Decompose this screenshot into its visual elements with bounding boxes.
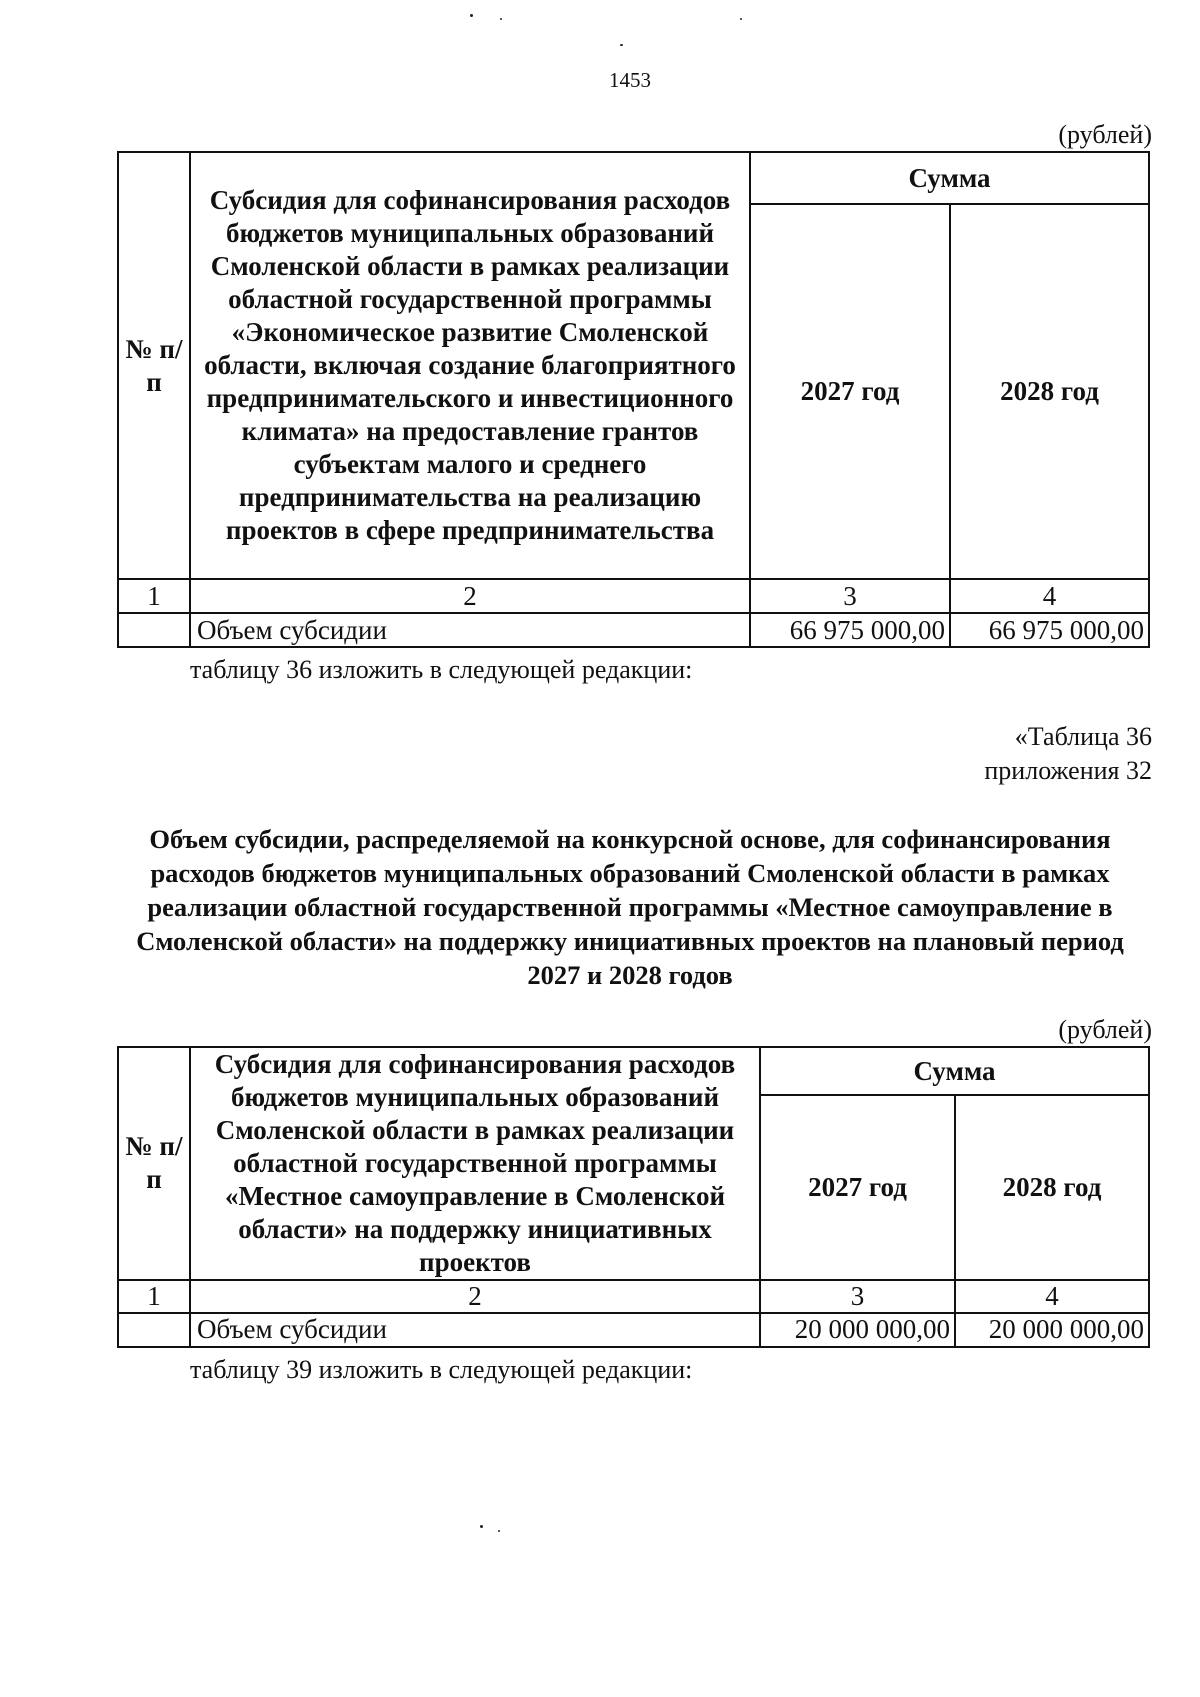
row-empty-num <box>118 1313 190 1347</box>
scan-speck <box>620 44 623 46</box>
table-reference-line2: приложения 32 <box>984 756 1152 785</box>
header-year-2028: 2028 год <box>950 204 1149 579</box>
scan-speck <box>480 1525 483 1528</box>
header-description: Субсидия для софинансирования расходов бюджетов муниципальных образований Смоленской области в рамках реализации областной государственной программы «Местное самоуправление в Смоленской области» на поддержку инициативных проектов <box>190 1047 760 1280</box>
header-sum: Сумма <box>760 1047 1149 1095</box>
header-num: № п/п <box>118 1047 190 1280</box>
col-num-4: 4 <box>955 1280 1149 1313</box>
instruction-table-39: таблицу 39 изложить в следующей редакции: <box>190 1355 693 1384</box>
row-label: Объем субсидии <box>190 613 750 647</box>
col-num-3: 3 <box>760 1280 955 1313</box>
scan-speck <box>498 1530 500 1532</box>
col-num-1: 1 <box>118 1280 190 1313</box>
col-num-3: 3 <box>750 579 950 613</box>
row-label: Объем субсидии <box>190 1313 760 1347</box>
header-description: Субсидия для софинансирования расходов бюджетов муниципальных образований Смоленской области в рамках реализации областной государственной программы «Экономическое развитие Смоленской области, включая создание благоприятного предпринимательского и инвестиционного климата» на предоставление грантов субъектам малого и среднего предпринимательства на реализацию проектов в сфере предпринимательства <box>190 152 750 579</box>
row-value-2027: 20 000 000,00 <box>760 1313 955 1347</box>
header-year-2027: 2027 год <box>750 204 950 579</box>
row-empty-num <box>118 613 190 647</box>
table-reference <box>984 720 1152 788</box>
scan-speck <box>470 14 473 17</box>
header-year-2027: 2027 год <box>760 1095 955 1280</box>
table-reference-line1: «Таблица 36 <box>1014 722 1152 751</box>
scan-speck <box>740 18 742 20</box>
unit-label-2: (рублей) <box>1058 1015 1152 1044</box>
unit-label-1: (рублей) <box>1058 120 1152 149</box>
col-num-2: 2 <box>190 579 750 613</box>
page-number: 1453 <box>609 68 651 92</box>
row-value-2028: 66 975 000,00 <box>950 613 1149 647</box>
header-year-2028: 2028 год <box>955 1095 1149 1280</box>
instruction-table-36: таблицу 36 изложить в следующей редакции: <box>190 655 693 684</box>
document-title: Объем субсидии, распределяемой на конкурсной основе, для софинансирования расходов бюджетов муниципальных образований Смоленской области в рамках реализации областной государственной программы «Местное самоуправление в Смоленской области» на поддержку инициативных проектов на плановый период 2027 и 2028 годов <box>136 824 1124 990</box>
scan-speck <box>500 18 502 20</box>
col-num-4: 4 <box>950 579 1149 613</box>
col-num-1: 1 <box>118 579 190 613</box>
row-value-2027: 66 975 000,00 <box>750 613 950 647</box>
header-sum: Сумма <box>750 152 1149 204</box>
subsidy-table-economic <box>117 151 1150 648</box>
header-num: № п/п <box>118 152 190 579</box>
col-num-2: 2 <box>190 1280 760 1313</box>
subsidy-table-36 <box>117 1046 1150 1348</box>
row-value-2028: 20 000 000,00 <box>955 1313 1149 1347</box>
